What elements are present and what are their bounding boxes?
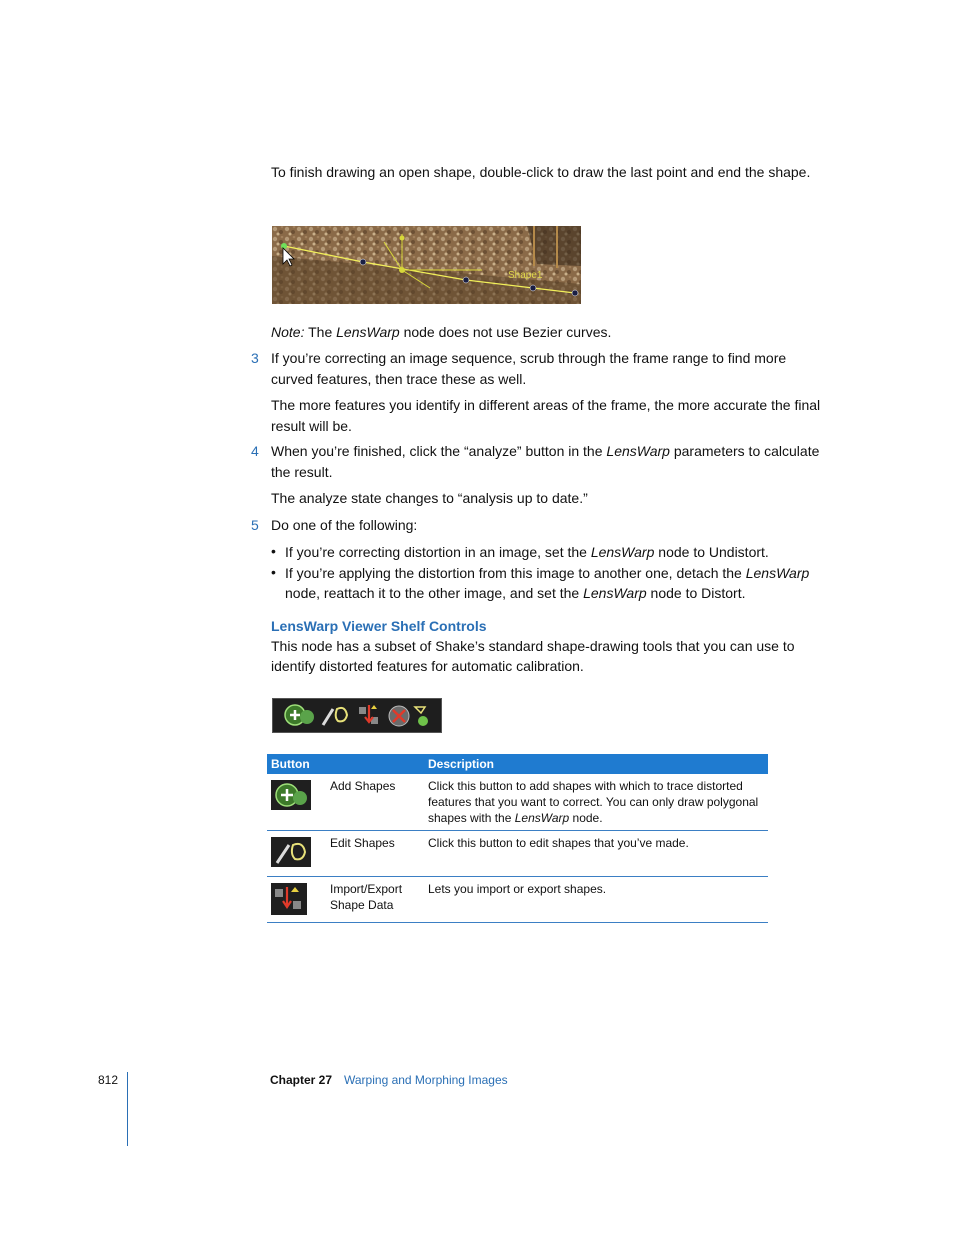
shape-label: Shape1: [508, 270, 543, 281]
step-number: 4: [251, 443, 259, 459]
table-row: [267, 831, 768, 877]
bullet-marker: •: [271, 564, 276, 580]
analyze-state-paragraph: The analyze state changes to “analysis up to date.”: [271, 490, 588, 506]
step-4-em: LensWarp: [606, 443, 670, 459]
header-button: Button: [267, 754, 424, 774]
bullet-2-mid: node, reattach it to the other image, and set the: [285, 585, 584, 601]
step-number: 5: [251, 517, 259, 533]
desc-post: node.: [569, 811, 603, 825]
intro-paragraph: To finish drawing an open shape, double-click to draw the last point and end the shape.: [271, 164, 811, 180]
chapter-title: Warping and Morphing Images: [344, 1073, 508, 1087]
note-post: node does not use Bezier curves.: [399, 324, 612, 340]
step-4-post: parameters to calculate the result.: [271, 443, 820, 480]
bullet-1-em: LensWarp: [590, 544, 655, 560]
desc-em: LensWarp: [514, 811, 570, 825]
bullet-2-post: node to Distort.: [646, 585, 746, 601]
table-row: [267, 774, 768, 831]
button-description: Lets you import or export shapes.: [424, 877, 768, 923]
add-shapes-icon[interactable]: [285, 705, 314, 725]
section-body: This node has a subset of Shake’s standard shape-drawing tools that you can use to identify distorted features for automatic calibration.: [271, 638, 795, 674]
table-header-row: [267, 754, 768, 774]
header-description: Description: [424, 754, 768, 774]
step-4-text: [271, 441, 827, 483]
step-5-text: Do one of the following:: [271, 517, 418, 533]
note-pre: The: [308, 324, 337, 340]
button-name: Import/Export Shape Data: [326, 877, 424, 923]
icon-cell: [267, 877, 326, 923]
bullet-item: [285, 563, 830, 603]
page-number: 812: [98, 1073, 119, 1087]
bullet-marker: •: [271, 543, 276, 559]
button-description: [424, 774, 768, 831]
section-heading: LensWarp Viewer Shelf Controls: [271, 618, 487, 634]
controls-table: [267, 754, 768, 923]
note-em: LensWarp: [336, 324, 400, 340]
icon-cell: [267, 774, 326, 831]
bullet-2-em: LensWarp: [745, 565, 810, 581]
step-4-pre: When you’re finished, click the “analyze” button in the: [271, 443, 607, 459]
bullet-1-post: node to Undistort.: [654, 544, 769, 560]
bullet-2-em2: LensWarp: [583, 585, 647, 601]
import-export-shape-data-icon[interactable]: [359, 705, 378, 724]
desc-pre: Click this button to add shapes with which to trace distorted features that you want to correct. You can only draw polygonal shapes with the: [428, 779, 759, 825]
add-shapes-icon: [271, 780, 311, 810]
more-features-paragraph: The more features you identify in different areas of the frame, the more accurate the final result will be.: [271, 397, 821, 434]
bullet-2-pre: If you’re applying the distortion from this image to another one, detach the: [285, 565, 746, 581]
chapter-label: Chapter 27: [270, 1073, 333, 1087]
step-3-text: If you’re correcting an image sequence, scrub through the frame range to find more curved features, then trace these as well.: [271, 350, 787, 387]
step-number: 3: [251, 350, 259, 366]
button-name: Add Shapes: [326, 774, 424, 831]
note-label: Note:: [271, 324, 305, 340]
import-export-shape-data-icon: [271, 883, 307, 915]
bullet-item: [285, 542, 830, 562]
button-description: Click this button to edit shapes that you’ve made.: [424, 831, 768, 877]
edit-shapes-icon: [271, 837, 311, 867]
button-name: Edit Shapes: [326, 831, 424, 877]
viewer-shelf: [272, 698, 442, 733]
footer-rule: [127, 1072, 128, 1146]
note-paragraph: [271, 322, 827, 343]
shape-point-icon[interactable]: [415, 707, 428, 726]
open-shape-screenshot: [272, 226, 581, 304]
edit-shapes-icon[interactable]: [323, 708, 347, 725]
icon-cell: [267, 831, 326, 877]
table-row: [267, 877, 768, 923]
delete-shape-icon[interactable]: [389, 706, 409, 726]
bullet-1-pre: If you’re correcting distortion in an image, set the: [285, 544, 591, 560]
